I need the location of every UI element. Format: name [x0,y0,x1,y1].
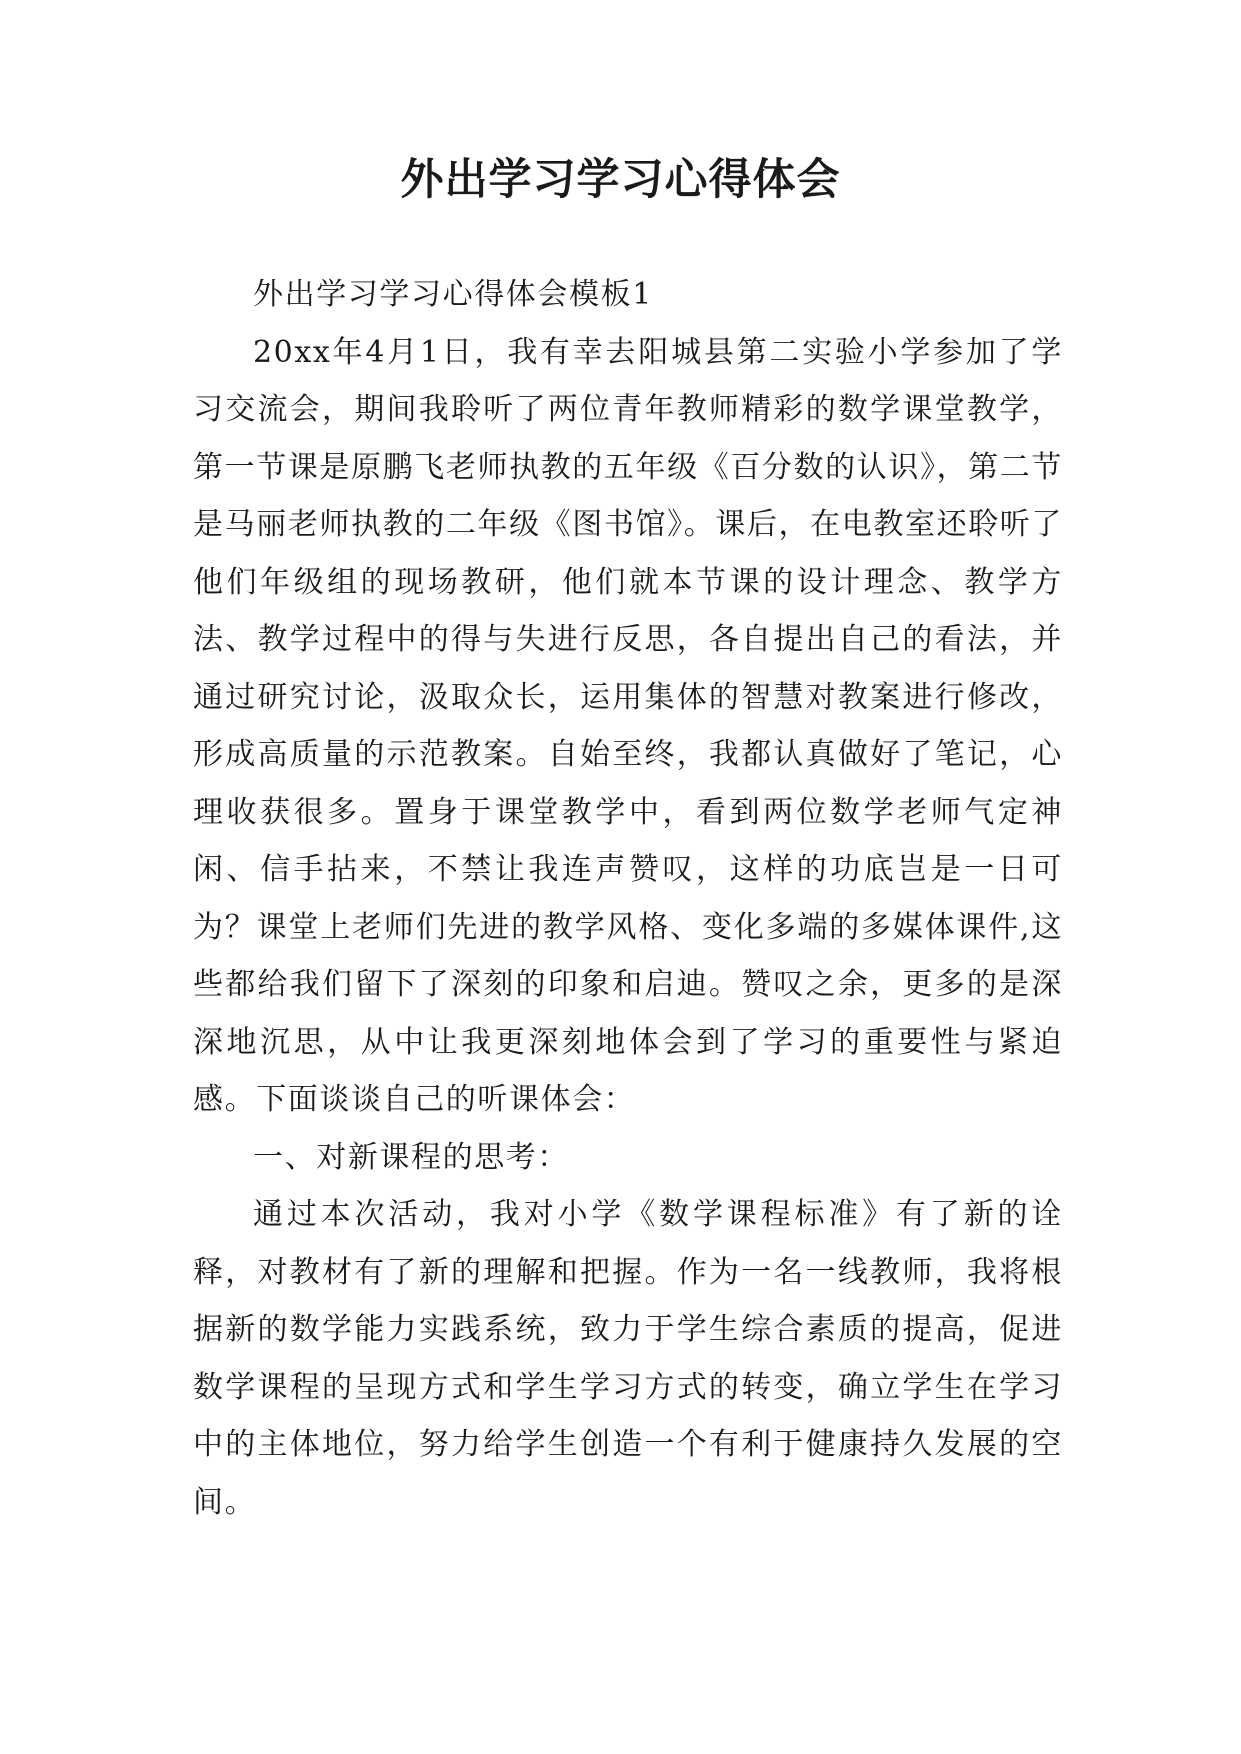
paragraph-template-heading: 外出学习学习心得体会模板1 [253,277,653,312]
paragraph-section-heading: 一、对新课程的思考： [253,1139,569,1175]
document-body [193,266,1063,1531]
paragraph-new-curriculum: 通过本次活动，我对小学《数学课程标准》有了新的诠释，对教材有了新的理解和把握。作为一名一线教师，我将根据新的数学能力实践系统，致力于学生综合素质的提高，促进数学课程的呈现方式和学生学习方式的转变，确立学生在学习中的主体地位，努力给学生创造一个有利于健康持久发展的空间。 [193,1197,1063,1520]
paragraph-intro: 20xx年4月1日，我有幸去阳城县第二实验小学参加了学习交流会，期间我聆听了两位青年教师精彩的数学课堂教学，第一节课是原鹏飞老师执教的五年级《百分数的认识》，第二节是马丽老师执教的二年级《图书馆》。课后，在电教室还聆听了他们年级组的现场教研，他们就本节课的设计理念、教学方法、教学过程中的得与失进行反思，各自提出自己的看法，并通过研究讨论，汲取众长，运用集体的智慧对教案进行修改，形成高质量的示范教案。自始至终，我都认真做好了笔记，心理收获很多。置身于课堂教学中，看到两位数学老师气定神闲、信手拈来，不禁让我连声赞叹，这样的功底岂是一日可为？课堂上老师们先进的教学风格、变化多端的多媒体课件,这些都给我们留下了深刻的印象和启迪。赞叹之余，更多的是深深地沉思，从中让我更深刻地体会到了学习的重要性与紧迫感。下面谈谈自己的听课体会： [193,334,1063,1117]
document-title: 外出学习学习心得体会 [400,155,841,205]
